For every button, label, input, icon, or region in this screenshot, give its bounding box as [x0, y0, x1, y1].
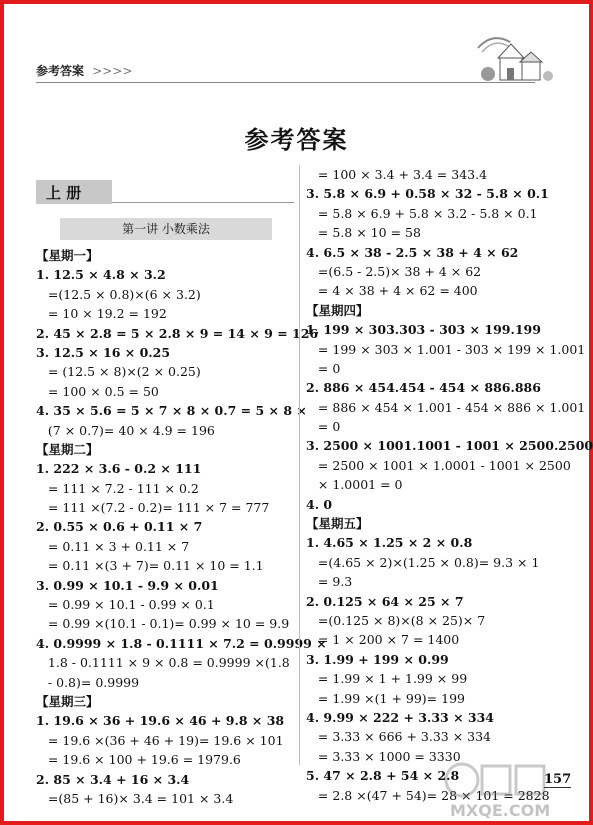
header-label: 参考答案	[36, 64, 85, 78]
answer-line: =(6.5 - 2.5)× 38 + 4 × 62	[306, 263, 482, 279]
watermark-text: MXQE.COM	[450, 801, 551, 820]
right-answer-column	[306, 165, 593, 805]
header-rule	[36, 82, 535, 83]
running-header	[36, 62, 132, 79]
answer-line: 4. 9.99 × 222 + 3.33 × 334	[306, 709, 495, 725]
column-divider	[299, 165, 300, 765]
answer-line: = 1.99 ×(1 + 99)= 199	[306, 690, 465, 706]
answer-line: = 19.6 ×(36 + 46 + 19)= 19.6 × 101	[36, 732, 284, 748]
answer-line: 1. 222 × 3.6 - 0.2 × 111	[36, 461, 202, 477]
answer-line: × 1.0001 = 0	[306, 477, 403, 493]
answer-line: 2. 85 × 3.4 + 16 × 3.4	[36, 771, 190, 787]
day-heading: 【星期五】	[306, 516, 369, 532]
answer-line: =(0.125 × 8)×(8 × 25)× 7	[306, 612, 486, 628]
answer-line: 2. 0.125 × 64 × 25 × 7	[306, 593, 464, 609]
answer-line: = 100 × 3.4 + 3.4 = 343.4	[306, 167, 488, 182]
answer-line: 1. 4.65 × 1.25 × 2 × 0.8	[306, 535, 473, 551]
answer-line: = 19.6 × 100 + 19.6 = 1979.6	[36, 752, 241, 768]
answer-line: 4. 35 × 5.6 = 5 × 7 × 8 × 0.7 = 5 × 8 ×	[36, 403, 307, 419]
answer-line: = 0	[306, 419, 341, 435]
answer-line: 2. 0.55 × 0.6 + 0.11 × 7	[36, 519, 203, 535]
answer-line: = 0.99 ×(10.1 - 0.1)= 0.99 × 10 = 9.9	[36, 616, 290, 632]
answer-line: = 5.8 × 10 = 58	[306, 225, 421, 241]
answer-line: 1. 12.5 × 4.8 × 3.2	[36, 267, 166, 283]
page-number: 157	[544, 772, 572, 787]
page-title: 参考答案	[244, 126, 349, 154]
house-decoration-icon	[470, 28, 560, 88]
answer-line: = (12.5 × 8)×(2 × 0.25)	[36, 364, 201, 380]
day-heading: 【星期二】	[36, 441, 99, 457]
answer-line: 3. 12.5 × 16 × 0.25	[36, 344, 171, 360]
answer-line: = 1 × 200 × 7 = 1400	[306, 632, 460, 648]
answer-line: = 3.33 × 666 + 3.33 × 334	[306, 729, 492, 745]
answer-line: 1.8 - 0.1111 × 9 × 0.8 = 0.9999 ×(1.8	[36, 655, 290, 671]
answer-line: = 100 × 0.5 = 50	[36, 383, 159, 399]
answer-line: 4. 0	[306, 496, 333, 512]
answer-line: 4. 6.5 × 38 - 2.5 × 38 + 4 × 62	[306, 244, 519, 260]
answer-line: =(4.65 × 2)×(1.25 × 0.8)= 9.3 × 1	[306, 554, 540, 570]
answer-line: = 1.99 × 1 + 1.99 × 99	[306, 671, 468, 687]
answer-line: 3. 5.8 × 6.9 + 0.58 × 32 - 5.8 × 0.1	[306, 186, 549, 202]
answer-line: = 0.11 ×(3 + 7)= 0.11 × 10 = 1.1	[36, 558, 264, 574]
answer-line: 1. 19.6 × 36 + 19.6 × 46 + 9.8 × 38	[36, 713, 285, 729]
answer-line: =(85 + 16)× 3.4 = 101 × 3.4	[36, 790, 234, 806]
answer-line: 1. 199 × 303.303 - 303 × 199.199	[306, 322, 541, 338]
day-heading: 【星期四】	[306, 302, 369, 318]
answer-line: = 5.8 × 6.9 + 5.8 × 3.2 - 5.8 × 0.1	[306, 205, 538, 221]
day-heading: 【星期三】	[36, 693, 99, 709]
answer-line: = 111 × 7.2 - 111 × 0.2	[36, 480, 199, 496]
answer-line: 3. 0.99 × 10.1 - 9.9 × 0.01	[36, 577, 219, 593]
answer-line: 5. 47 × 2.8 + 54 × 2.8	[306, 768, 460, 784]
answer-line: = 886 × 454 × 1.001 - 454 × 886 × 1.001	[306, 399, 586, 415]
header-arrows: >>>>	[92, 64, 133, 78]
answer-line: = 0	[306, 360, 341, 376]
answer-line: = 199 × 303 × 1.001 - 303 × 199 × 1.001	[306, 341, 586, 357]
answer-line: 4. 0.9999 × 1.8 - 0.1111 × 7.2 = 0.9999 ×	[36, 635, 327, 651]
answer-line: = 111 ×(7.2 - 0.2)= 111 × 7 = 777	[36, 500, 270, 516]
answer-line: = 0.11 × 3 + 0.11 × 7	[36, 538, 190, 554]
lecture-heading: 第一讲 小数乘法	[60, 218, 272, 240]
answer-line: = 10 × 19.2 = 192	[36, 306, 167, 322]
answer-line: = 3.33 × 1000 = 3330	[306, 748, 461, 764]
section-rule	[112, 202, 294, 203]
answer-line: =(12.5 × 0.8)×(6 × 3.2)	[36, 286, 201, 302]
answer-line: 3. 2500 × 1001.1001 - 1001 × 2500.2500	[306, 438, 593, 454]
answer-line: 2. 886 × 454.454 - 454 × 886.886	[306, 380, 541, 396]
day-heading: 【星期一】	[36, 248, 99, 263]
answer-line: - 0.8)= 0.9999	[36, 674, 140, 690]
answer-line: = 9.3	[306, 574, 353, 590]
answer-line: 2. 45 × 2.8 = 5 × 2.8 × 9 = 14 × 9 = 126	[36, 325, 319, 341]
answer-line: = 0.99 × 10.1 - 0.99 × 0.1	[36, 597, 215, 613]
answer-line: = 2.8 ×(47 + 54)= 28 × 101 = 2828	[306, 787, 550, 803]
answer-line: 3. 1.99 + 199 × 0.99	[306, 651, 449, 667]
answer-line: = 2500 × 1001 × 1.0001 - 1001 × 2500	[306, 457, 571, 473]
answer-line: (7 × 0.7)= 40 × 4.9 = 196	[36, 422, 215, 438]
section-label: 上 册	[46, 184, 82, 202]
answer-line: = 4 × 38 + 4 × 62 = 400	[306, 283, 478, 299]
left-answer-column	[36, 246, 327, 808]
